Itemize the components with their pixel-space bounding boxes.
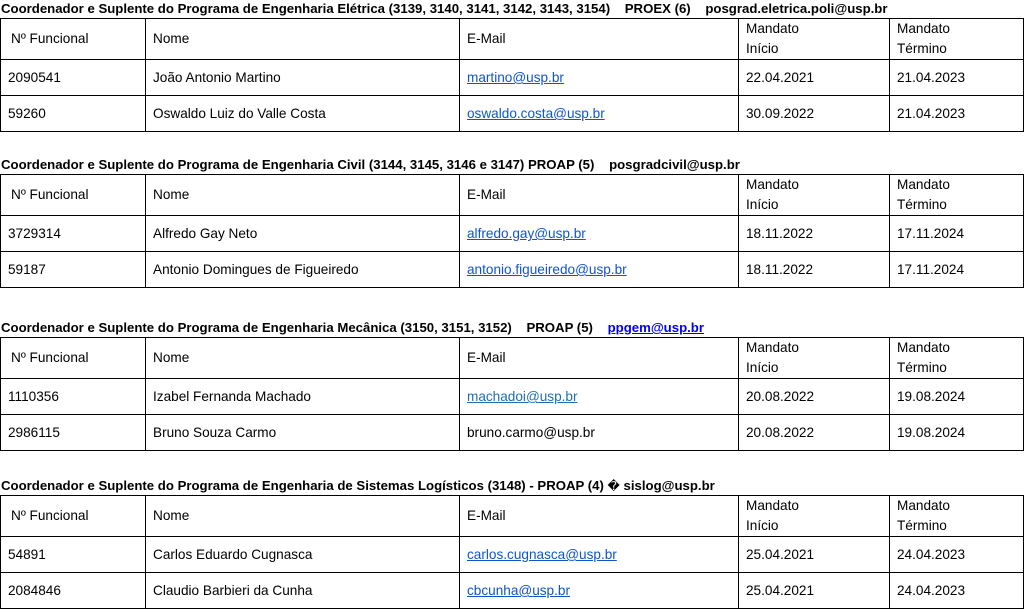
cell-email [460, 573, 739, 609]
email-link[interactable]: cbcunha@usp.br [467, 583, 570, 598]
cell-termino: 19.08.2024 [890, 379, 1024, 415]
email-text: bruno.carmo@usp.br [467, 425, 595, 440]
header-mandato-termino-bottom: Término [897, 41, 947, 56]
cell-inicio: 20.08.2022 [739, 379, 890, 415]
section-heading-email-link[interactable]: ppgem@usp.br [607, 320, 704, 335]
email-link[interactable]: carlos.cugnasca@usp.br [467, 547, 617, 562]
cell-funcional: 59260 [1, 96, 146, 132]
cell-termino: 19.08.2024 [890, 415, 1024, 451]
cell-inicio: 25.04.2021 [739, 573, 890, 609]
cell-funcional: 3729314 [1, 216, 146, 252]
header-mandato-termino-bottom: Término [897, 360, 947, 375]
table-header-row [1, 496, 1024, 537]
staff-table [0, 495, 1024, 609]
table-row [1, 60, 1024, 96]
header-mandato-termino-top: Mandato [897, 21, 950, 36]
cell-email [460, 60, 739, 96]
header-mandato-inicio-top: Mandato [746, 21, 799, 36]
table-row [1, 379, 1024, 415]
table-row [1, 252, 1024, 288]
cell-email [460, 252, 739, 288]
section-engenharia-eletrica [0, 0, 1024, 132]
header-funcional: Nº Funcional [1, 19, 146, 60]
cell-email [460, 415, 739, 451]
header-mandato-inicio-bottom: Início [746, 518, 779, 533]
header-mandato-termino-top: Mandato [897, 498, 950, 513]
header-mandato-termino [890, 338, 1024, 379]
cell-inicio: 20.08.2022 [739, 415, 890, 451]
cell-termino: 17.11.2024 [890, 252, 1024, 288]
section-heading [0, 0, 1024, 18]
cell-inicio: 22.04.2021 [739, 60, 890, 96]
cell-termino: 21.04.2023 [890, 60, 1024, 96]
header-funcional: Nº Funcional [1, 496, 146, 537]
email-link[interactable]: alfredo.gay@usp.br [467, 226, 586, 241]
cell-email [460, 379, 739, 415]
email-link[interactable]: oswaldo.costa@usp.br [467, 106, 605, 121]
cell-nome: Bruno Souza Carmo [146, 415, 460, 451]
cell-email [460, 537, 739, 573]
section-heading-symbol: � [607, 479, 620, 493]
cell-nome: Izabel Fernanda Machado [146, 379, 460, 415]
section-heading-text: Coordenador e Suplente do Programa de Engenharia Mecânica (3150, 3151, 3152) PROAP (5) [1, 320, 608, 335]
section-heading-text: Coordenador e Suplente do Programa de Engenharia Civil (3144, 3145, 3146 e 3147) PROAP (5) [1, 157, 610, 172]
header-mandato-termino [890, 19, 1024, 60]
header-email: E-Mail [460, 19, 739, 60]
header-mandato-inicio [739, 338, 890, 379]
cell-nome: Oswaldo Luiz do Valle Costa [146, 96, 460, 132]
cell-funcional: 59187 [1, 252, 146, 288]
email-link[interactable]: machadoi@usp.br [467, 389, 578, 404]
cell-funcional: 54891 [1, 537, 146, 573]
cell-funcional: 1110356 [1, 379, 146, 415]
staff-table [0, 337, 1024, 451]
table-header-row [1, 175, 1024, 216]
header-funcional: Nº Funcional [1, 175, 146, 216]
header-mandato-inicio-top: Mandato [746, 498, 799, 513]
header-mandato-inicio [739, 175, 890, 216]
cell-inicio: 18.11.2022 [739, 216, 890, 252]
cell-inicio: 18.11.2022 [739, 252, 890, 288]
header-funcional: Nº Funcional [1, 338, 146, 379]
header-mandato-termino-top: Mandato [897, 340, 950, 355]
section-engenharia-mecanica [0, 319, 1024, 451]
header-mandato-termino [890, 175, 1024, 216]
section-heading-text: Coordenador e Suplente do Programa de Engenharia de Sistemas Logísticos (3148) - PROAP (4) [1, 478, 608, 493]
table-row [1, 573, 1024, 609]
header-mandato-inicio-bottom: Início [746, 41, 779, 56]
cell-nome: João Antonio Martino [146, 60, 460, 96]
email-link[interactable]: antonio.figueiredo@usp.br [467, 262, 627, 277]
header-email: E-Mail [460, 338, 739, 379]
cell-inicio: 25.04.2021 [739, 537, 890, 573]
cell-inicio: 30.09.2022 [739, 96, 890, 132]
cell-nome: Claudio Barbieri da Cunha [146, 573, 460, 609]
header-mandato-inicio-bottom: Início [746, 197, 779, 212]
cell-termino: 24.04.2023 [890, 537, 1024, 573]
section-heading-email: posgrad.eletrica.poli@usp.br [705, 1, 888, 16]
cell-funcional: 2986115 [1, 415, 146, 451]
header-nome: Nome [146, 496, 460, 537]
cell-nome: Carlos Eduardo Cugnasca [146, 537, 460, 573]
section-heading [0, 319, 1024, 337]
table-row [1, 415, 1024, 451]
cell-email [460, 216, 739, 252]
header-email: E-Mail [460, 496, 739, 537]
cell-email [460, 96, 739, 132]
cell-funcional: 2084846 [1, 573, 146, 609]
section-heading [0, 477, 1024, 495]
section-engenharia-civil [0, 156, 1024, 288]
header-mandato-termino-top: Mandato [897, 177, 950, 192]
section-heading-email: posgradcivil@usp.br [609, 157, 740, 172]
table-row [1, 96, 1024, 132]
header-mandato-inicio [739, 19, 890, 60]
header-mandato-inicio [739, 496, 890, 537]
section-heading-email: sislog@usp.br [623, 478, 715, 493]
section-engenharia-sistemas-logisticos [0, 477, 1024, 609]
cell-nome: Alfredo Gay Neto [146, 216, 460, 252]
section-heading-text: Coordenador e Suplente do Programa de Engenharia Elétrica (3139, 3140, 3141, 3142, 3143, 3154) PROEX (6) [1, 1, 706, 16]
table-row [1, 216, 1024, 252]
table-header-row [1, 19, 1024, 60]
header-mandato-inicio-bottom: Início [746, 360, 779, 375]
email-link[interactable]: martino@usp.br [467, 70, 564, 85]
cell-termino: 21.04.2023 [890, 96, 1024, 132]
cell-termino: 17.11.2024 [890, 216, 1024, 252]
header-nome: Nome [146, 175, 460, 216]
header-nome: Nome [146, 338, 460, 379]
header-nome: Nome [146, 19, 460, 60]
table-header-row [1, 338, 1024, 379]
table-row [1, 537, 1024, 573]
staff-table [0, 174, 1024, 288]
staff-table [0, 18, 1024, 132]
header-mandato-termino-bottom: Término [897, 518, 947, 533]
section-heading [0, 156, 1024, 174]
header-mandato-termino-bottom: Término [897, 197, 947, 212]
cell-nome: Antonio Domingues de Figueiredo [146, 252, 460, 288]
header-mandato-termino [890, 496, 1024, 537]
cell-termino: 24.04.2023 [890, 573, 1024, 609]
header-email: E-Mail [460, 175, 739, 216]
header-mandato-inicio-top: Mandato [746, 177, 799, 192]
header-mandato-inicio-top: Mandato [746, 340, 799, 355]
cell-funcional: 2090541 [1, 60, 146, 96]
